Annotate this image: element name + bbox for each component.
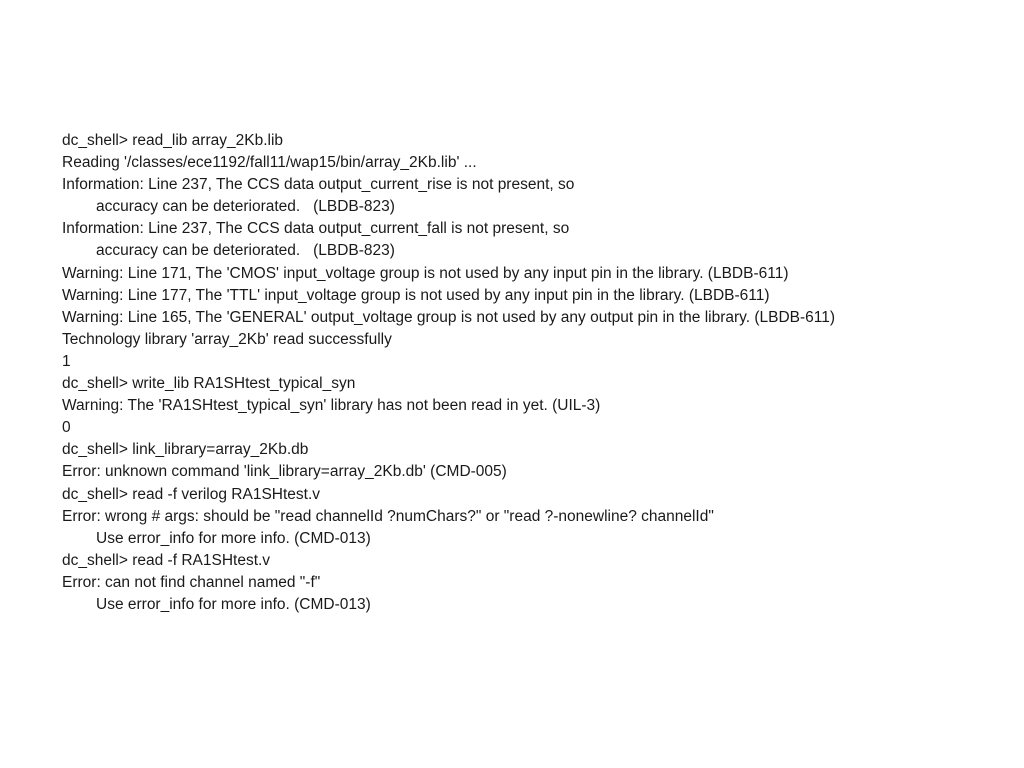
log-line: dc_shell> write_lib RA1SHtest_typical_syn [62,375,356,393]
log-line: Warning: The 'RA1SHtest_typical_syn' library has not been read in yet. (UIL-3) [62,397,601,415]
log-line: Warning: Line 177, The 'TTL' input_voltage group is not used by any input pin in the library. (LBDB-611) [62,286,770,304]
log-line: Reading '/classes/ece1192/fall11/wap15/bin/array_2Kb.lib' ... [62,154,477,172]
log-line: Error: wrong # args: should be "read channelId ?numChars?" or "read ?-nonewline? channelId" [62,507,714,525]
log-line: Error: can not find channel named "-f" [62,573,321,591]
log-line: Use error_info for more info. (CMD-013) [96,529,371,547]
log-line: dc_shell> read -f RA1SHtest.v [62,551,271,569]
log-line: 0 [62,419,71,437]
log-line: Warning: Line 171, The 'CMOS' input_voltage group is not used by any input pin in the library. (LBDB-611) [62,264,789,282]
log-line: Information: Line 237, The CCS data output_current_fall is not present, so [62,220,570,238]
log-line: dc_shell> read_lib array_2Kb.lib [62,132,284,149]
log-line: Warning: Line 165, The 'GENERAL' output_voltage group is not used by any output pin in the library. (LBDB-611) [62,308,836,326]
log-line: 1 [62,352,71,370]
log-line: Information: Line 237, The CCS data output_current_rise is not present, so [62,176,575,194]
terminal-log [62,130,1002,616]
log-line: Error: unknown command 'link_library=array_2Kb.db' (CMD-005) [62,463,507,481]
log-line: Technology library 'array_2Kb' read successfully [62,330,392,348]
log-line: dc_shell> link_library=array_2Kb.db [62,441,309,459]
log-line: dc_shell> read -f verilog RA1SHtest.v [62,485,321,503]
log-line: Use error_info for more info. (CMD-013) [96,595,371,613]
log-line: accuracy can be deteriorated. (LBDB-823) [96,198,395,216]
log-line: accuracy can be deteriorated. (LBDB-823) [96,242,395,260]
